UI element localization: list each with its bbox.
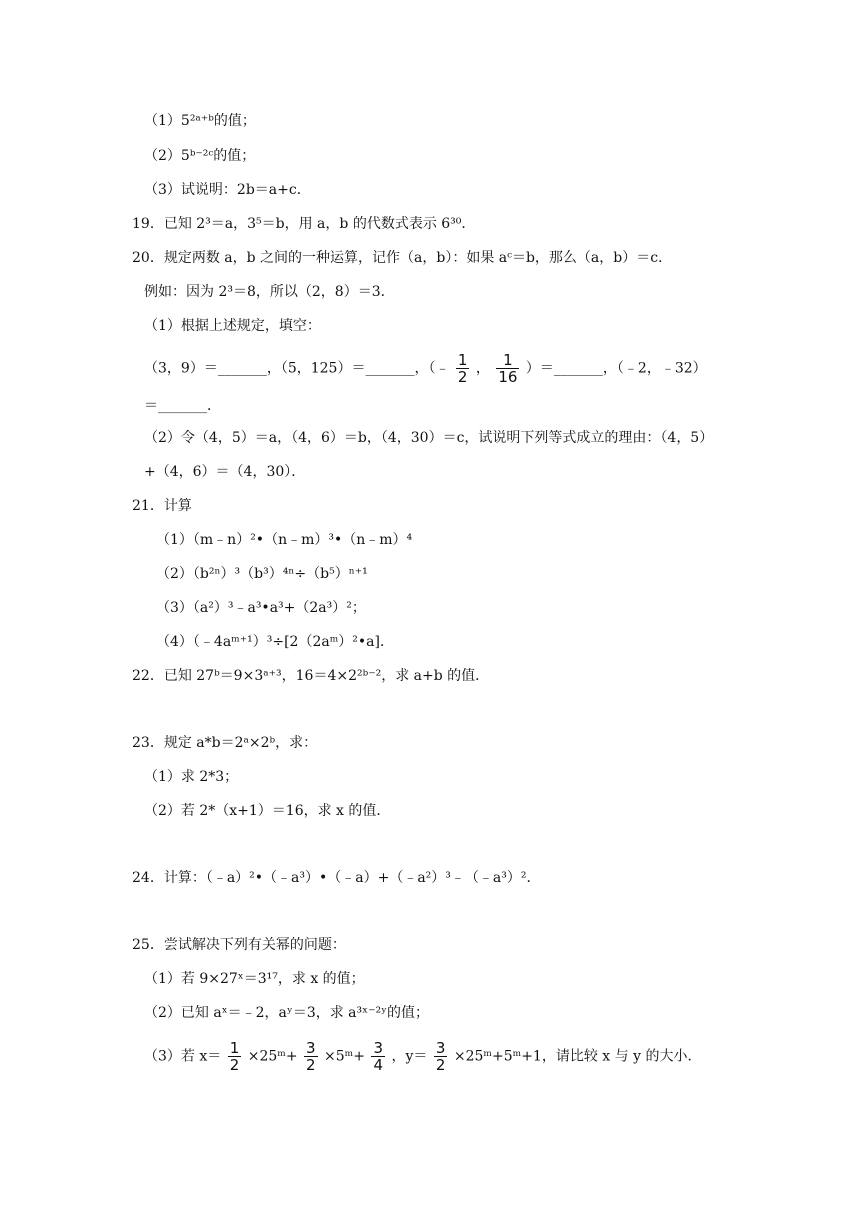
q20-fill-separator: ，: [475, 360, 490, 377]
q23-part-2: （2）若 2*（x+1）＝16，求 x 的值．: [144, 803, 391, 819]
q20-fill-text-b: ）＝_______，（﹣2，﹣32）: [525, 360, 707, 377]
fraction-numerator: 1: [457, 351, 468, 369]
fraction-numerator: 3: [435, 1039, 446, 1057]
fraction-denominator: 2: [306, 1056, 316, 1074]
q21-part-2: （2）（b²ⁿ）³（b³）⁴ⁿ÷（b⁵）ⁿ⁺¹: [156, 566, 368, 582]
q25-part-3: [144, 1040, 701, 1073]
q25-3-text-e: ×25ᵐ+5ᵐ+1，请比较 x 与 y 的大小．: [453, 1048, 702, 1065]
fraction-denominator: 16: [498, 368, 518, 386]
fraction-numerator: 1: [229, 1039, 240, 1057]
fraction-numerator: 1: [496, 352, 519, 369]
q25-part-1: （1）若 9×27ˣ＝3¹⁷，求 x 的值；: [144, 971, 365, 987]
fraction-three-quarters: [371, 1040, 385, 1073]
q21-part-4: （4）（﹣4aᵐ⁺¹）³÷[2（2aᵐ）²•a]．: [156, 634, 394, 650]
fraction-denominator: 2: [229, 1056, 240, 1074]
question-21: 21．计算: [132, 498, 192, 514]
question-22: 22．已知 27ᵇ＝9×3ᵃ⁺³，16＝4×2²ᵇ⁻²，求 a+b 的值．: [132, 668, 490, 684]
q20-part-2: （2）令（4，5）＝a，（4，6）＝b，（4，30）＝c，试说明下列等式成立的理由：（4，5）: [144, 430, 714, 446]
q20-example: 例如：因为 2³＝8，所以（2，8）＝3．: [144, 284, 395, 300]
q20-fill-line: [144, 352, 707, 385]
q18-part-2: （2）5ᵇ⁻²ᶜ的值；: [144, 148, 256, 164]
q20-part-2-cont: +（4，6）＝（4，30）．: [144, 464, 306, 480]
fraction-one-sixteenth: [496, 352, 519, 385]
question-25: 25．尝试解决下列有关幂的问题：: [132, 937, 346, 953]
q25-3-text-a: （3）若 x＝: [144, 1048, 222, 1065]
fraction-numerator: 3: [306, 1039, 316, 1057]
fraction-three-halves-b: [434, 1040, 448, 1073]
fraction-one-half-b: [228, 1040, 242, 1073]
q18-part-1: （1）5²ᵃ⁺ᵇ的值；: [144, 113, 256, 129]
fraction-one-half: [456, 352, 470, 385]
question-24: 24．计算：（﹣a）²•（﹣a³）•（﹣a）+（﹣a²）³﹣（﹣a³）²．: [132, 870, 541, 886]
fraction-three-halves-a: [304, 1040, 318, 1073]
q20-fill-text-a: （3，9）＝_______，（5，125）＝_______，（﹣: [144, 360, 450, 377]
q23-part-1: （1）求 2*3；: [144, 769, 239, 785]
q21-part-1: （1）（m﹣n）²•（n﹣m）³•（n﹣m）⁴: [156, 532, 413, 548]
fraction-denominator: 4: [373, 1056, 384, 1074]
fraction-denominator: 2: [435, 1056, 446, 1074]
fraction-denominator: 2: [457, 368, 468, 386]
q18-part-3: （3）试说明：2b＝a+c．: [144, 182, 311, 198]
q21-part-3: （3）（a²）³﹣a³•a³+（2a³）²；: [156, 600, 366, 616]
q25-part-2: （2）已知 aˣ＝﹣2，aʸ＝3，求 a³ˣ⁻²ʸ的值；: [144, 1005, 429, 1021]
question-20: 20．规定两数 a，b 之间的一种运算，记作（a，b）：如果 aᶜ＝b，那么（a，b）＝c．: [132, 250, 673, 266]
question-19: 19．已知 2³＝a，3⁵＝b，用 a，b 的代数式表示 6³⁰．: [132, 216, 476, 232]
q25-3-text-b: ×25ᵐ+: [247, 1048, 298, 1065]
fraction-numerator: 3: [373, 1039, 384, 1057]
q20-part-1: （1）根据上述规定，填空：: [144, 318, 321, 334]
q25-3-text-d: ，y＝: [391, 1048, 428, 1065]
q20-fill-line-cont: ＝_______．: [144, 398, 221, 414]
question-23: 23．规定 a*b＝2ᵃ×2ᵇ，求：: [132, 735, 318, 751]
q25-3-text-c: ×5ᵐ+: [324, 1048, 366, 1065]
